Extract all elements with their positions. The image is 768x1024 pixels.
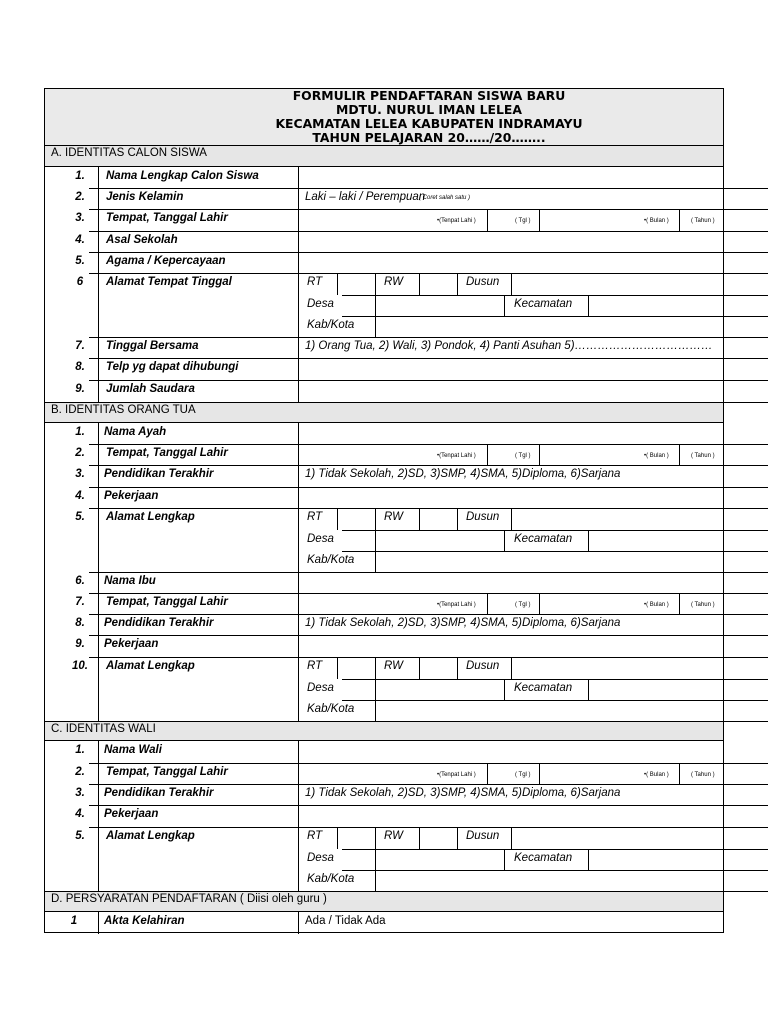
mother-education-options[interactable]: 1) Tidak Sekolah, 2)SD, 3)SMP, 4)SMA, 5)Diploma, 6)Sarjana [305, 617, 621, 629]
form-title: FORMULIR PENDAFTARAN SISWA BARU [292, 88, 566, 103]
student-birthyear-field[interactable]: ( Tahun ) [691, 218, 715, 224]
column-divider [487, 763, 488, 784]
mother-address-dusun-input[interactable] [512, 658, 722, 677]
column-divider [98, 614, 99, 635]
guardian-birthyear-field[interactable]: ( Tahun ) [691, 771, 715, 778]
mother-address-rt-input[interactable] [338, 658, 374, 677]
section-header [45, 402, 723, 423]
row-divider [89, 209, 768, 210]
student-address-kabkota-label: Kab/Kota [307, 319, 355, 331]
father-birthyear-field[interactable]: ( Tahun ) [691, 452, 715, 459]
column-divider [98, 805, 99, 827]
column-divider [98, 827, 99, 891]
row-divider [89, 465, 768, 466]
mother-address-desa-label: Desa [307, 682, 334, 694]
column-divider [298, 444, 299, 465]
column-divider [98, 487, 99, 508]
column-divider [539, 593, 540, 614]
mother-address-rt-label: RT [307, 660, 323, 672]
column-divider [457, 273, 458, 295]
item-number: 4. [75, 490, 85, 502]
column-divider [98, 593, 99, 614]
column-divider [504, 849, 505, 870]
mother-birthyear-field[interactable]: ( Tahun ) [691, 601, 715, 608]
father-address-rw-label: RW [384, 511, 403, 523]
item-number: 3. [75, 212, 85, 224]
guardian-address-desa-label: Desa [307, 852, 334, 864]
item-number: 2. [75, 766, 85, 778]
father-address-kecamatan-label: Kecamatan [514, 533, 573, 545]
section-title: C. IDENTITAS WALI [51, 723, 156, 735]
item-label: Pekerjaan [104, 490, 159, 502]
father-education-options[interactable]: 1) Tidak Sekolah, 2)SD, 3)SMP, 4)SMA, 5)Diploma, 6)Sarjana [305, 468, 621, 480]
mother-birthmonth-field[interactable]: •( Bulan ) [644, 601, 669, 608]
item-number: 3. [75, 468, 85, 480]
mother-address-dusun-label: Dusun [466, 660, 500, 672]
guardian-address-rt-label: RT [307, 830, 323, 842]
column-divider [98, 465, 99, 487]
student-address-kecamatan-input[interactable] [589, 296, 723, 315]
row-divider [89, 763, 768, 764]
row-divider [89, 593, 768, 594]
student-address-rt-input[interactable] [338, 274, 374, 293]
item-number: 6 [76, 276, 84, 288]
column-divider [298, 209, 299, 231]
column-divider [298, 912, 299, 934]
guardian-address-kabkota-input[interactable] [376, 871, 723, 890]
student-address-rw-label: RW [384, 276, 403, 288]
guardian-birthplace-field[interactable]: •(Tenpat Lahi ) [437, 771, 476, 778]
column-divider [298, 188, 299, 209]
column-divider [98, 508, 99, 572]
item-number: 2. [75, 191, 85, 203]
mother-address-kabkota-input[interactable] [376, 701, 723, 720]
item-label: Alamat Tempat Tinggal [106, 276, 232, 288]
item-number: 8. [75, 361, 85, 373]
column-divider [457, 827, 458, 849]
column-divider [98, 358, 99, 380]
student-address-kabkota-input[interactable] [376, 317, 723, 336]
father-address-rt-label: RT [307, 511, 323, 523]
mother-birthdate-field[interactable]: ( Tgl ) [515, 601, 531, 608]
guardian-address-kecamatan-label: Kecamatan [514, 852, 573, 864]
row-divider [89, 784, 768, 785]
guardian-address-rt-input[interactable] [338, 828, 374, 847]
section-header [45, 721, 723, 741]
column-divider [98, 572, 99, 593]
item-label: Pekerjaan [104, 808, 159, 820]
item-label: Alamat Lengkap [106, 660, 195, 672]
item-number: 3. [75, 787, 85, 799]
guardian-job-input[interactable] [299, 806, 723, 826]
column-divider [98, 273, 99, 337]
column-divider [98, 784, 99, 805]
column-divider [679, 763, 680, 784]
father-address-dusun-label: Dusun [466, 511, 500, 523]
item-label: Pendidikan Terakhir [104, 468, 214, 480]
row-divider [89, 444, 768, 445]
mother-address-rw-label: RW [384, 660, 403, 672]
item-number: 5. [75, 830, 85, 842]
column-divider [375, 508, 376, 530]
column-divider [98, 188, 99, 209]
item-number: 5. [75, 511, 85, 523]
father-address-desa-input[interactable] [376, 531, 502, 550]
item-number: 10. [72, 660, 88, 672]
item-number: 7. [75, 596, 85, 608]
column-divider [298, 763, 299, 784]
column-divider [375, 273, 376, 295]
father-birthmonth-field[interactable]: •( Bulan ) [644, 452, 669, 459]
column-divider [298, 784, 299, 805]
column-divider [98, 231, 99, 252]
section-header [45, 145, 723, 167]
father-address-kecamatan-input[interactable] [589, 531, 723, 550]
phone-input[interactable] [299, 359, 723, 379]
column-divider [98, 657, 99, 721]
religion-input[interactable] [299, 253, 723, 272]
item-label: Nama Wali [104, 744, 162, 756]
student-address-rw-input[interactable] [420, 274, 456, 293]
column-divider [298, 465, 299, 487]
item-label: Nama Lengkap Calon Siswa [106, 170, 259, 182]
item-number: 9. [75, 383, 85, 395]
student-address-desa-input[interactable] [376, 296, 502, 315]
guardian-birthdate-field[interactable]: ( Tgl ) [515, 771, 531, 778]
item-number: 2. [75, 447, 85, 459]
school-location: KECAMATAN LELEA KABUPATEN INDRAMAYU [275, 116, 583, 131]
item-label: Tempat, Tanggal Lahir [106, 212, 228, 224]
item-label: Telp yg dapat dihubungi [106, 361, 239, 373]
guardian-birthmonth-field[interactable]: •( Bulan ) [644, 771, 669, 778]
column-divider [457, 657, 458, 679]
siblings-count-input[interactable] [299, 381, 723, 401]
column-divider [375, 657, 376, 679]
guardian-address-kabkota-label: Kab/Kota [307, 873, 355, 885]
column-divider [98, 763, 99, 784]
previous-school-input[interactable] [299, 232, 723, 251]
item-label: Pendidikan Terakhir [104, 787, 214, 799]
student-address-dusun-label: Dusun [466, 276, 500, 288]
guardian-name-input[interactable] [299, 742, 723, 762]
guardian-address-rw-input[interactable] [420, 828, 456, 847]
father-address-kabkota-label: Kab/Kota [307, 554, 355, 566]
mother-name-input[interactable] [299, 573, 723, 592]
form-header [45, 89, 723, 146]
registration-form [44, 88, 724, 933]
guardian-address-kecamatan-input[interactable] [589, 850, 723, 869]
mother-address-kecamatan-input[interactable] [589, 680, 723, 699]
column-divider [298, 593, 299, 614]
mother-address-kabkota-label: Kab/Kota [307, 703, 355, 715]
column-divider [504, 679, 505, 700]
row-divider [89, 614, 768, 615]
father-address-rt-input[interactable] [338, 509, 374, 528]
column-divider [679, 209, 680, 231]
mother-birthplace-field[interactable]: •(Tenpat Lahi ) [437, 601, 476, 608]
column-divider [98, 741, 99, 763]
birth-certificate-status[interactable]: Ada / Tidak Ada [305, 915, 386, 927]
item-label: Akta Kelahiran [104, 915, 185, 927]
item-number: 1. [75, 170, 85, 182]
column-divider [298, 273, 299, 337]
father-birthplace-field[interactable]: •(Tenpat Lahi ) [437, 452, 476, 459]
column-divider [298, 827, 299, 891]
student-address-rt-label: RT [307, 276, 323, 288]
column-divider [539, 209, 540, 231]
student-birthdate-field[interactable]: ( Tgl ) [515, 218, 531, 224]
father-birthdate-field[interactable]: ( Tgl ) [515, 452, 531, 459]
column-divider [98, 380, 99, 402]
column-divider [487, 209, 488, 231]
student-birthmonth-field[interactable]: •( Bulan ) [644, 218, 669, 224]
father-name-input[interactable] [299, 424, 723, 443]
guardian-address-dusun-label: Dusun [466, 830, 500, 842]
row-divider [89, 337, 768, 338]
item-number: 1. [75, 744, 85, 756]
column-divider [298, 657, 299, 721]
column-divider [504, 295, 505, 316]
item-label: Nama Ibu [104, 575, 156, 587]
item-number: 4. [75, 234, 85, 246]
column-divider [375, 827, 376, 849]
item-number: 5. [75, 255, 85, 267]
column-divider [98, 635, 99, 657]
column-divider [679, 593, 680, 614]
column-divider [298, 508, 299, 572]
student-name-input[interactable] [299, 168, 723, 187]
item-label: Alamat Lengkap [106, 511, 195, 523]
item-number: 9. [75, 638, 85, 650]
section-header [45, 891, 723, 912]
gender-options[interactable]: Laki – laki / Perempuan [305, 191, 426, 203]
column-divider [98, 252, 99, 273]
academic-year: TAHUN PELAJARAN 20……/20…….. [312, 130, 546, 145]
column-divider [457, 508, 458, 530]
father-address-rw-input[interactable] [420, 509, 456, 528]
column-divider [298, 614, 299, 635]
item-number: 1 [70, 915, 78, 927]
column-divider [539, 444, 540, 465]
column-divider [98, 423, 99, 444]
item-number: 1. [75, 426, 85, 438]
item-label: Pendidikan Terakhir [104, 617, 214, 629]
item-label: Nama Ayah [104, 426, 167, 438]
guardian-address-desa-input[interactable] [376, 850, 502, 869]
column-divider [98, 209, 99, 231]
column-divider [539, 763, 540, 784]
item-label: Tempat, Tanggal Lahir [106, 447, 228, 459]
section-title: A. IDENTITAS CALON SISWA [51, 147, 207, 159]
item-label: Jenis Kelamin [106, 191, 184, 203]
student-address-kecamatan-label: Kecamatan [514, 298, 573, 310]
guardian-education-options[interactable]: 1) Tidak Sekolah, 2)SD, 3)SMP, 4)SMA, 5)Diploma, 6)Sarjana [305, 787, 621, 799]
column-divider [298, 337, 299, 358]
section-title: B. IDENTITAS ORANG TUA [51, 404, 196, 416]
father-address-desa-label: Desa [307, 533, 334, 545]
mother-address-desa-input[interactable] [376, 680, 502, 699]
gender-note: ( Coret salah satu ) [419, 195, 471, 201]
mother-address-rw-input[interactable] [420, 658, 456, 677]
column-divider [98, 912, 99, 934]
student-birthplace-field[interactable]: •(Tenpat Lahi ) [437, 218, 476, 224]
item-label: Alamat Lengkap [106, 830, 195, 842]
item-label: Tempat, Tanggal Lahir [106, 766, 228, 778]
mother-address-kecamatan-label: Kecamatan [514, 682, 573, 694]
item-label: Tinggal Bersama [106, 340, 199, 352]
item-label: Agama / Kepercayaan [106, 255, 226, 267]
section-title: D. PERSYARATAN PENDAFTARAN ( Diisi oleh guru ) [51, 893, 327, 905]
item-number: 7. [75, 340, 85, 352]
column-divider [487, 593, 488, 614]
item-label: Tempat, Tanggal Lahir [106, 596, 228, 608]
column-divider [679, 444, 680, 465]
living-with-options[interactable]: 1) Orang Tua, 2) Wali, 3) Pondok, 4) Panti Asuhan 5)……………………………… [305, 340, 713, 352]
column-divider [487, 444, 488, 465]
item-number: 6. [75, 575, 85, 587]
item-number: 4. [75, 808, 85, 820]
column-divider [98, 444, 99, 465]
school-name: MDTU. NURUL IMAN LELEA [336, 102, 522, 117]
father-address-kabkota-input[interactable] [376, 552, 723, 571]
student-address-desa-label: Desa [307, 298, 334, 310]
item-label: Asal Sekolah [106, 234, 178, 246]
row-divider [89, 188, 768, 189]
guardian-address-rw-label: RW [384, 830, 403, 842]
student-address-dusun-input[interactable] [512, 274, 722, 293]
item-label: Jumlah Saudara [106, 383, 195, 395]
father-address-dusun-input[interactable] [512, 509, 722, 528]
column-divider [504, 530, 505, 551]
guardian-address-dusun-input[interactable] [512, 828, 722, 847]
column-divider [98, 337, 99, 358]
item-number: 8. [75, 617, 85, 629]
column-divider [98, 167, 99, 188]
item-label: Pekerjaan [104, 638, 159, 650]
mother-job-input[interactable] [299, 636, 723, 656]
father-job-input[interactable] [299, 488, 723, 507]
